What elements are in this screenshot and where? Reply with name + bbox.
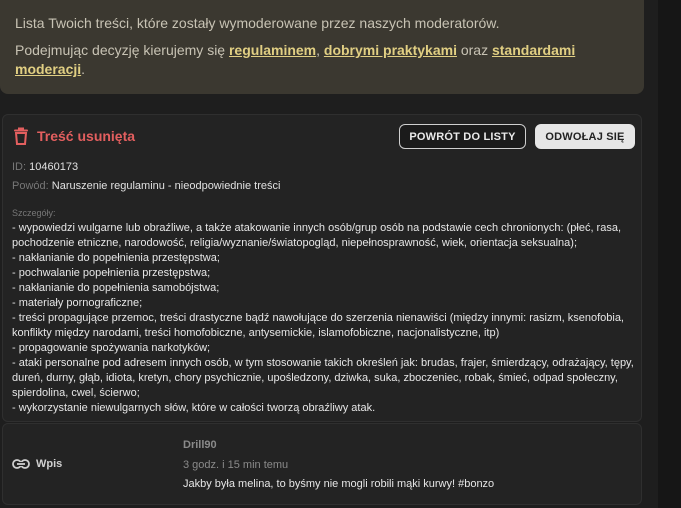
notice-prefix: Podejmując decyzję kierujemy się [15, 42, 229, 58]
details-item: - pochwalanie popełnienia przestępstwa; [12, 267, 211, 279]
details-item: - wypowiedzi wulgarne lub obraźliwe, a także atakowanie innych osób/grup osób na podstawie cech chronionych: (płeć, rasa, pochodzenie etniczne, narodowość, religia/wyznanie/światopogląd, niepełnosprawność, wiek, orientacja seksualna); [12, 222, 622, 249]
details-item: - ataki personalne pod adresem innych osób, w tym stosowanie takich określeń jak: brudas, frajer, śmierdzący, odrażający, tępy, dureń, durny, głąb, idiota, kretyn, chory psychicznie, upośledzony, dziwka, suka, zboczeniec, robak, śmieć, odpad społeczny, spierdolina, cwel, ścierwo; [12, 357, 634, 399]
reason [12, 180, 280, 192]
entry-type-label: Wpis [36, 458, 63, 470]
moderation-notice [0, 0, 644, 94]
appeal-button[interactable]: ODWOŁAJ SIĘ [535, 124, 635, 149]
details-item: - materiały pornograficzne; [12, 297, 143, 309]
entry-author[interactable]: Drill90 [183, 439, 217, 451]
notice-sep: , [316, 42, 324, 58]
scrollbar[interactable] [658, 0, 681, 508]
entry-text: Jakby była melina, to byśmy nie mogli robili mąki kurwy! #bonzo [183, 478, 495, 490]
link-icon [12, 459, 30, 469]
details-item: - propagowanie spożywania narkotyków; [12, 342, 211, 354]
notice-suffix: . [81, 61, 86, 77]
reason-value: Naruszenie regulaminu - nieodpowiednie treści [51, 180, 281, 192]
moderated-entry[interactable] [2, 423, 642, 505]
moderation-card [2, 114, 642, 422]
details-item: - treści propagujące przemoc, treści drastyczne bądź nawołujące do szerzenia nienawiści (między innymi: rasizm, ksenofobia, konflikty między narodami, treści homofobiczne, antysemickie, islamofobiczne, nacjonalistyczne, itp) [12, 312, 624, 339]
rules-link[interactable]: regulaminem [228, 42, 317, 58]
reason-label: Powód: [12, 180, 49, 192]
status-label: Treść usunięta [37, 128, 136, 144]
back-to-list-button[interactable]: POWRÓT DO LISTY [399, 124, 526, 149]
content-id [12, 161, 78, 173]
good-practices-link[interactable]: dobrymi praktykami [323, 42, 457, 58]
notice-rules-text [15, 41, 629, 79]
details-item: - nakłanianie do popełnienia przestępstwa; [12, 252, 220, 264]
moderation-standards-link[interactable]: standardami moderacji [15, 42, 576, 77]
notice-intro: Lista Twoich treści, które zostały wymoderowane przez naszych moderatorów. [15, 15, 500, 31]
entry-type [12, 458, 62, 470]
id-label: ID: [12, 161, 27, 173]
entry-timestamp: 3 godz. i 15 min temu [183, 459, 289, 471]
details-list [12, 221, 636, 416]
details-label: Szczegóły: [12, 208, 56, 218]
trash-icon [13, 127, 29, 145]
details-item: - wykorzystanie niewulgarnych słów, które w całości tworzą obraźliwy atak. [12, 402, 376, 414]
notice-sep: oraz [456, 42, 492, 58]
id-value: 10460173 [29, 161, 79, 173]
details-item: - nakłanianie do popełnienia samobójstwa; [12, 282, 220, 294]
status-badge [13, 127, 135, 145]
